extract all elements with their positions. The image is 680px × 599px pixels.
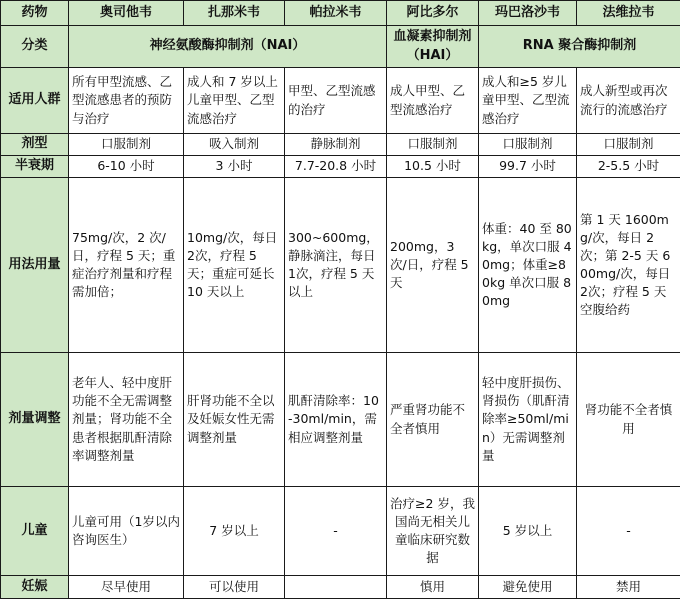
cell-text: 治疗≥2 岁，我国尚无相关儿童临床研究数据 xyxy=(387,487,479,576)
cell-text: 成人和 7 岁以上儿童甲型、乙型流感治疗 xyxy=(184,68,285,134)
class-nai: 神经氨酸酶抑制剂（NAI） xyxy=(69,26,387,68)
cell-text: 甲型、乙型流感的治疗 xyxy=(285,68,387,134)
class-hai: 血凝素抑制剂（HAI） xyxy=(387,26,479,68)
header-row xyxy=(1,1,680,26)
cell-text: 7 岁以上 xyxy=(184,487,285,576)
drug-header: 扎那米韦 xyxy=(184,1,285,26)
header-corner: 药物 xyxy=(1,1,69,26)
cell-text: 禁用 xyxy=(577,576,680,599)
row-label: 适用人群 xyxy=(1,68,69,134)
drug-header: 法维拉韦 xyxy=(577,1,680,26)
cell-text: - xyxy=(285,487,387,576)
row-label: 剂型 xyxy=(1,134,69,156)
cell-text xyxy=(285,576,387,599)
cell-text: 尽早使用 xyxy=(69,576,184,599)
cell-text: 300~600mg，静脉滴注，每日 1次，疗程 5 天以上 xyxy=(285,178,387,353)
class-rna: RNA 聚合酶抑制剂 xyxy=(479,26,680,68)
cell-text: 静脉制剂 xyxy=(285,134,387,156)
cell-text: 3 小时 xyxy=(184,156,285,178)
drug-header: 阿比多尔 xyxy=(387,1,479,26)
drug-header: 奥司他韦 xyxy=(69,1,184,26)
cell-text: 所有甲型流感、乙型流感患者的预防与治疗 xyxy=(69,68,184,134)
children-row xyxy=(1,487,680,576)
cell-text: 肝肾功能不全以及妊娠女性无需调整剂量 xyxy=(184,353,285,487)
drug-header: 帕拉米韦 xyxy=(285,1,387,26)
cell-text: 口服制剂 xyxy=(69,134,184,156)
cell-text: - xyxy=(577,487,680,576)
cell-text: 第 1 天 1600mg/次，每日 2 次；第 2-5 天 600mg/次，每日 2次；疗程 5 天空腹给药 xyxy=(577,178,680,353)
cell-text: 7.7-20.8 小时 xyxy=(285,156,387,178)
drug-header: 玛巴洛沙韦 xyxy=(479,1,577,26)
cell-text: 儿童可用（1岁以内咨询医生） xyxy=(69,487,184,576)
row-label: 剂量调整 xyxy=(1,353,69,487)
cell-text: 成人甲型、乙型流感治疗 xyxy=(387,68,479,134)
class-row xyxy=(1,26,680,68)
cell-text: 轻中度肝损伤、肾损伤（肌酐清除率≥50ml/min）无需调整剂量 xyxy=(479,353,577,487)
cell-text: 成人新型或再次流行的流感治疗 xyxy=(577,68,680,134)
cell-text: 慎用 xyxy=(387,576,479,599)
dosage-row xyxy=(1,178,680,353)
cell-text: 可以使用 xyxy=(184,576,285,599)
cell-text: 200mg，3 次/日，疗程 5天 xyxy=(387,178,479,353)
row-label: 儿童 xyxy=(1,487,69,576)
cell-text: 口服制剂 xyxy=(479,134,577,156)
cell-text: 口服制剂 xyxy=(387,134,479,156)
cell-text: 体重：40 至 80kg，单次口服 40mg；体重≥80kg 单次口服 80mg xyxy=(479,178,577,353)
form-row xyxy=(1,134,680,156)
cell-text: 老年人、轻中度肝功能不全无需调整剂量；肾功能不全患者根据肌酐清除率调整剂量 xyxy=(69,353,184,487)
adjust-row xyxy=(1,353,680,487)
row-label: 妊娠 xyxy=(1,576,69,599)
cell-text: 99.7 小时 xyxy=(479,156,577,178)
cell-text: 肾功能不全者慎用 xyxy=(577,353,680,487)
cell-text: 2-5.5 小时 xyxy=(577,156,680,178)
row-label: 半衰期 xyxy=(1,156,69,178)
row-label: 分类 xyxy=(1,26,69,68)
cell-text: 5 岁以上 xyxy=(479,487,577,576)
cell-text: 吸入制剂 xyxy=(184,134,285,156)
cell-text: 75mg/次，2 次/日，疗程 5 天；重症治疗剂量和疗程需加倍； xyxy=(69,178,184,353)
cell-text: 10mg/次，每日 2次，疗程 5天；重症可延长 10 天以上 xyxy=(184,178,285,353)
cell-text: 10.5 小时 xyxy=(387,156,479,178)
pregnancy-row xyxy=(1,576,680,599)
row-label: 用法用量 xyxy=(1,178,69,353)
cell-text: 避免使用 xyxy=(479,576,577,599)
cell-text: 成人和≥5 岁儿童甲型、乙型流感治疗 xyxy=(479,68,577,134)
population-row xyxy=(1,68,680,134)
cell-text: 肌酐清除率：10-30ml/min，需相应调整剂量 xyxy=(285,353,387,487)
cell-text: 口服制剂 xyxy=(577,134,680,156)
cell-text: 严重肾功能不全者慎用 xyxy=(387,353,479,487)
halflife-row xyxy=(1,156,680,178)
cell-text: 6-10 小时 xyxy=(69,156,184,178)
